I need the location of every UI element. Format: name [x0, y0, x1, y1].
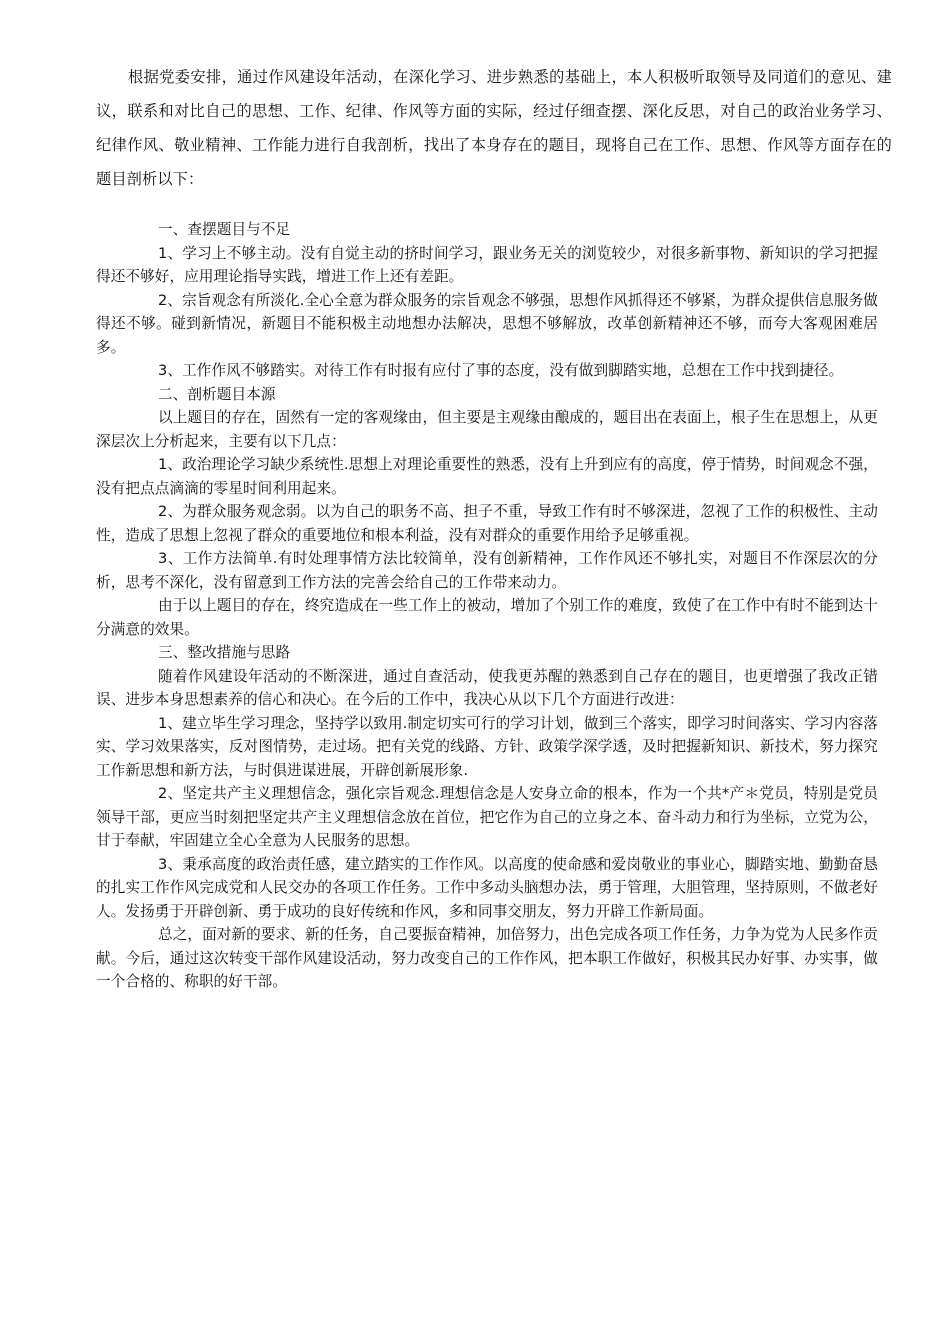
paragraph: 以上题目的存在，固然有一定的客观缘由，但主要是主观缘由酿成的，题目出在表面上，根子生在思想上，从更深层次上分析起来，主要有以下几点：: [96, 409, 878, 450]
intro-paragraph: 根据党委安排，通过作风建设年活动，在深化学习、进步熟悉的基础上，本人积极听取领导及同道们的意见、建议，联系和对比自己的思想、工作、纪律、作风等方面的实际，经过仔细查摆、深化反思，对自己的政治业务学习、纪律作风、敬业精神、工作能力进行自我剖析，找出了本身存在的题目，现将自己在工作、思想、作风等方面存在的题目剖析以下：: [96, 68, 892, 188]
document-body: [96, 218, 878, 994]
section-heading-3: 三、整改措施与思路: [158, 644, 291, 661]
paragraph: 3、秉承高度的政治责任感，建立踏实的工作作风。以高度的使命感和爱岗敬业的事业心，脚踏实地、勤勤奋恳的扎实工作作风完成党和人民交办的各项工作任务。工作中多动头脑想办法，勇于管理，大胆管理，坚持原则，不做老好人。发扬勇于开辟创新、勇于成功的良好传统和作风，多和同事交朋友，努力开辟工作新局面。: [96, 855, 878, 920]
paragraph: 2、坚定共产主义理想信念，强化宗旨观念.理想信念是人安身立命的根本，作为一个共*产＊党员，特别是党员领导干部，更应当时刻把坚定共产主义理想信念放在首位，把它作为自己的立身之本、奋斗动力和行为坐标，立党为公，甘于奉献，牢固建立全心全意为人民服务的思想。: [96, 785, 878, 849]
section-heading-2: 二、剖析题目本源: [158, 385, 276, 403]
conclusion-paragraph: 总之，面对新的要求、新的任务，自己要振奋精神，加倍努力，出色完成各项工作任务，力争为党为人民多作贡献。今后，通过这次转变干部作风建设活动，努力改变自己的工作作风，把本职工作做好，积极其民办好事、办实事，做一个合格的、称职的好干部。: [96, 926, 878, 990]
section-heading-1: 一、查摆题目与不足: [158, 221, 291, 238]
paragraph: 1、建立毕生学习理念，坚持学以致用.制定切实可行的学习计划，做到三个落实，即学习时间落实、学习内容落实、学习效果落实，反对图情势，走过场。把有关党的线路、方针、政策学深学透，及时把握新知识、新技术，努力探究工作新思想和新方法，与时俱进谋进展，开辟创新展形象.: [96, 714, 878, 779]
paragraph: 随着作风建设年活动的不断深进，通过自查活动，使我更苏醒的熟悉到自己存在的题目，也更增强了我改正错误、进步本身思想素养的信心和决心。在今后的工作中，我决心从以下几个方面进行改进：: [96, 667, 878, 708]
paragraph: 2、宗旨观念有所淡化.全心全意为群众服务的宗旨观念不够强，思想作风抓得还不够紧，为群众提供信息服务做得还不够。碰到新情况，新题目不能积极主动地想办法解决，思想不够解放，改革创新精神还不够，而夸大客观困难居多。: [96, 291, 878, 356]
paragraph: 2、为群众服务观念弱。以为自己的职务不高、担子不重，导致工作有时不够深进，忽视了工作的积极性、主动性，造成了思想上忽视了群众的重要地位和根本利益，没有对群众的重要作用给予足够重视。: [96, 503, 878, 544]
paragraph: 3、工作方法简单.有时处理事情方法比较简单，没有创新精神，工作作风还不够扎实，对题目不作深层次的分析，思考不深化，没有留意到工作方法的完善会给自己的工作带来动力。: [96, 550, 878, 591]
paragraph: 1、学习上不够主动。没有自觉主动的挤时间学习，跟业务无关的浏览较少，对很多新事物、新知识的学习把握得还不够好，应用理论指导实践，增进工作上还有差距。: [96, 244, 878, 285]
paragraph: 1、政治理论学习缺少系统性.思想上对理论重要性的熟悉，没有上升到应有的高度，停于情势，时间观念不强，没有把点点滴滴的零星时间利用起来。: [96, 456, 878, 497]
paragraph: 3、工作作风不够踏实。对待工作有时报有应付了事的态度，没有做到脚踏实地，总想在工作中找到捷径。: [158, 362, 844, 379]
paragraph: 由于以上题目的存在，终究造成在一些工作上的被动，增加了个别工作的难度，致使了在工作中有时不能到达十分满意的效果。: [96, 597, 878, 638]
